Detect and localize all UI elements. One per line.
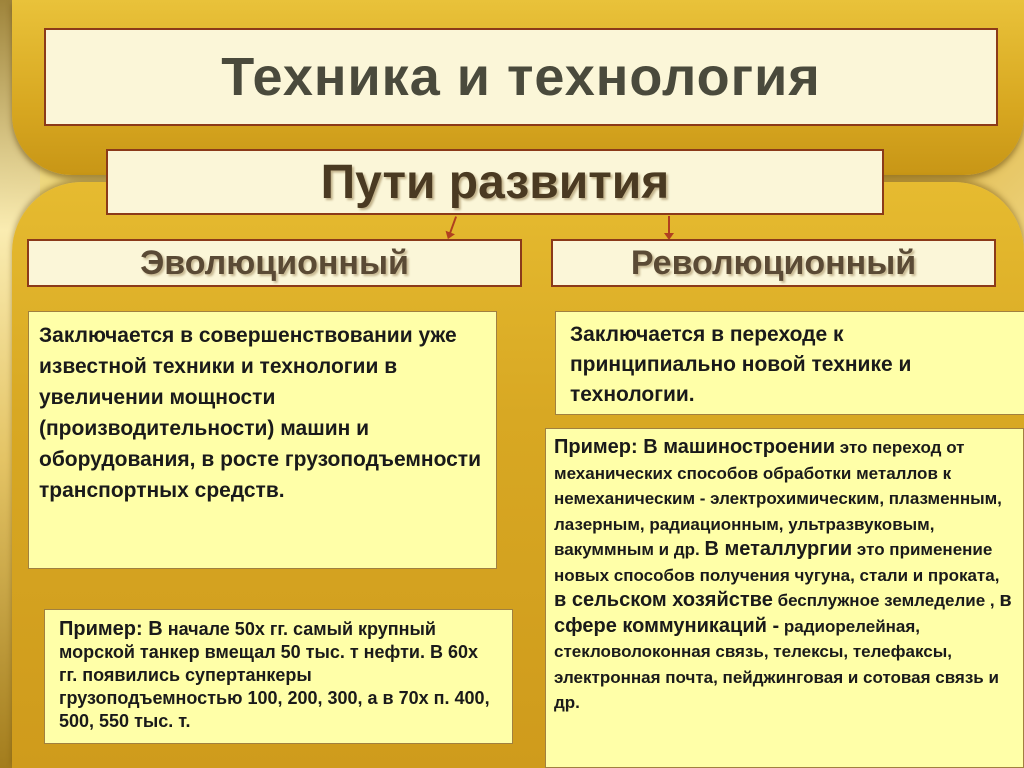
- example-lead-metallurgy: В металлургии: [704, 538, 853, 560]
- example-lead-agriculture: в сельском хозяйстве: [554, 589, 773, 611]
- revolutionary-example: [545, 428, 1024, 768]
- example-text-agriculture: бесплужное земледелие ,: [777, 591, 995, 610]
- subtitle-box: [106, 149, 884, 215]
- example-text-communications: радиорелейная, стекловолоконная связь, телексы, телефаксы, электронная почта, пейджинговая и сотовая связь и др.: [554, 616, 999, 712]
- evolutionary-example: [44, 609, 513, 744]
- title-box: [44, 28, 998, 126]
- evolutionary-description: Заключается в совершенствовании уже известной техники и технологии в увеличении мощности (производительности) машин и оборудования, в росте грузоподъемности транспортных средств.: [28, 311, 497, 569]
- branch-revolutionary-label: Революционный: [630, 243, 917, 282]
- subtitle: Пути развития: [320, 155, 670, 209]
- example-lead: Пример: В машиностроении: [554, 436, 836, 458]
- example-text: начале 50х гг. самый крупный морской танкер вмещал 50 тыс. т нефти. В 60х гг. появились супертанкеры грузоподъемностью 100, 200, 300, а в 70х п. 400, 500, 550 тыс. т.: [59, 619, 490, 731]
- example-lead: Пример: В: [59, 618, 163, 640]
- example-lead-communications: в сфере коммуникаций -: [554, 589, 1012, 637]
- arrow-to-right: [668, 216, 670, 234]
- revolutionary-description: Заключается в переходе к принципиально новой технике и технологии.: [555, 311, 1024, 415]
- page-title: Техника и технология: [221, 47, 821, 107]
- example-text-metallurgy: это применение новых способов получения чугуна, стали и проката,: [554, 540, 1000, 585]
- branch-revolutionary: [551, 239, 996, 287]
- branch-evolutionary: [27, 239, 522, 287]
- example-text-engineering: это переход от механических способов обработки металлов к немеханическим - электрохимическим, плазменным, лазерным, радиационным, ультразвуковым, вакуммным и др.: [554, 438, 1002, 559]
- branch-evolutionary-label: Эволюционный: [140, 243, 409, 282]
